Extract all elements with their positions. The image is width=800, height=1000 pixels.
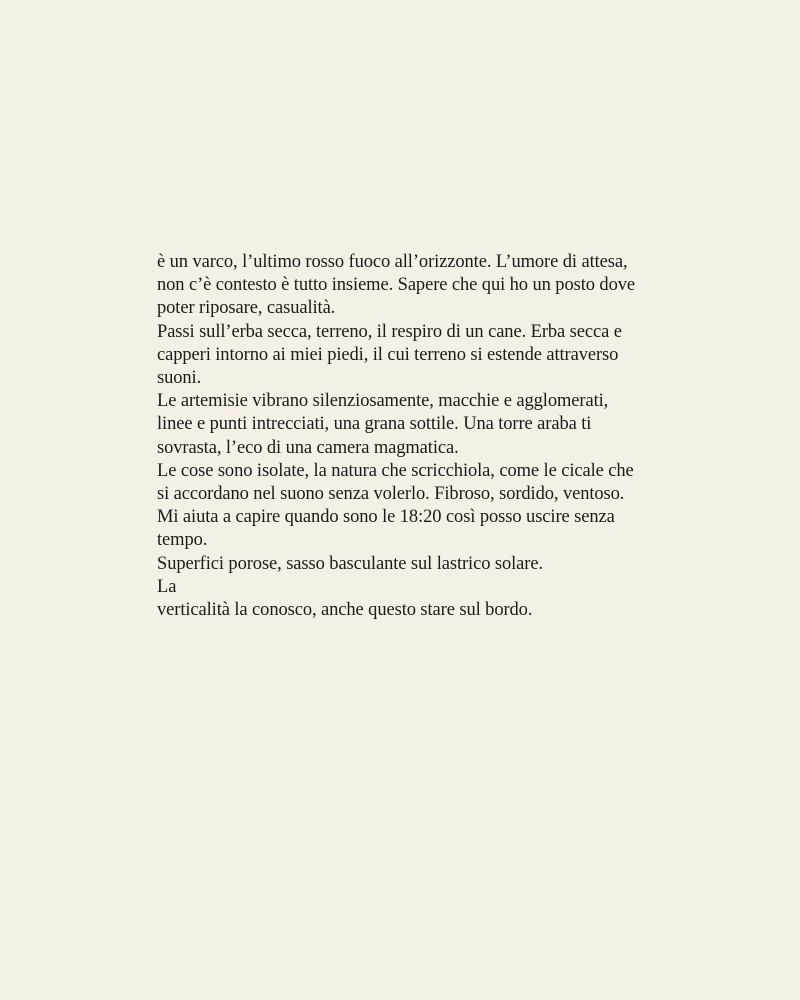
text-line: poter riposare, casualità. [157,298,336,319]
text-line: capperi intorno ai miei piedi, il cui terreno si estende attraverso [157,344,619,365]
text-line: Le artemisie vibrano silenziosamente, macchie e agglomerati, [157,391,609,412]
poem-text-block [157,251,677,622]
text-line: suoni. [157,368,202,389]
text-line: sovrasta, l’eco di una camera magmatica. [157,437,459,458]
text-line: linee e punti intrecciati, una grana sottile. Una torre araba ti [157,414,592,435]
text-line: Le cose sono isolate, la natura che scricchiola, come le cicale che [157,460,634,481]
text-line: Superfici porose, sasso basculante sul lastrico solare. [157,553,543,574]
text-line: è un varco, l’ultimo rosso fuoco all’orizzonte. L’umore di attesa, [157,252,628,272]
text-line: Passi sull’erba secca, terreno, il respiro di un cane. Erba secca e [157,321,622,342]
text-line: tempo. [157,530,208,551]
text-line: La [157,576,177,597]
text-line: Mi aiuta a capire quando sono le 18:20 così posso uscire senza [157,507,615,528]
text-line: si accordano nel suono senza volerlo. Fibroso, sordido, ventoso. [157,484,625,505]
text-line: verticalità la conosco, anche questo stare sul bordo. [157,600,533,621]
text-line: non c’è contesto è tutto insieme. Sapere che qui ho un posto dove [157,275,635,296]
